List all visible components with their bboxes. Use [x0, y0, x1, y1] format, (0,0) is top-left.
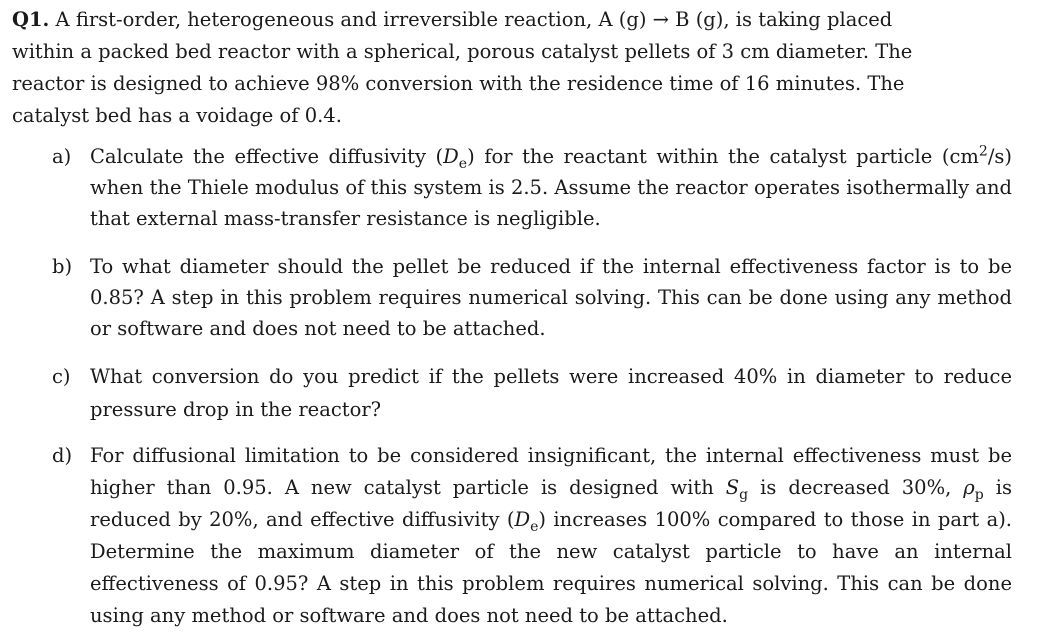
question-label: Q1. [12, 8, 50, 31]
intro-line-1 [12, 4, 1012, 36]
part-b-marker: b) [52, 255, 73, 278]
diffusivity-subscript: e [458, 155, 468, 172]
density-subscript: p [974, 486, 984, 503]
diffusivity-symbol: D [443, 145, 459, 168]
part-a-text-3: /s) when the Thiele modulus of this system is 2.5. Assume the reactor operates isothermally and that external mass-transfer resistance is negligible. [90, 145, 1012, 230]
intro-line-3: reactor is designed to achieve 98% conversion with the residence time of 16 minutes. The [12, 72, 905, 95]
question-parts [52, 141, 1012, 632]
intro-line-4: catalyst bed has a voidage of 0.4. [12, 104, 342, 127]
part-c [52, 360, 1012, 426]
question-intro [12, 4, 1012, 132]
part-a [52, 141, 1012, 234]
intro-line-2: within a packed bed reactor with a spherical, porous catalyst pellets of 3 cm diameter. The [12, 40, 913, 63]
surface-area-subscript: g [739, 486, 749, 503]
part-d [52, 440, 1012, 632]
diffusivity-subscript-d: e [530, 518, 539, 535]
part-c-marker: c) [52, 365, 71, 388]
part-a-marker: a) [52, 145, 72, 168]
part-a-text-1: Calculate the effective diffusivity ( [90, 145, 444, 168]
part-d-text-2: is decreased 30%, [748, 476, 964, 499]
part-c-text: What conversion do you predict if the pellets were increased 40% in diameter to reduce pressure drop in the reactor? [90, 365, 1012, 421]
unit-superscript: 2 [978, 143, 988, 160]
part-b [52, 251, 1012, 344]
density-symbol: ρ [963, 476, 975, 499]
intro-text-1: A first-order, heterogeneous and irreversible reaction, A (g) → B (g), is taking placed [55, 8, 893, 31]
part-d-text-4: ) increases 100% compared to those in part a). Determine the maximum diameter of the new catalyst particle to have an internal effectiveness of 0.95? A step in this problem requires numerical solving. This can be done using any method or software and does not need to be attached. [90, 508, 1012, 627]
surface-area-symbol: S [725, 476, 740, 499]
part-a-text-2: ) for the reactant within the catalyst particle (cm [467, 145, 979, 168]
diffusivity-symbol-d: D [514, 508, 531, 531]
part-d-text-1: For diffusional limitation to be considered insignificant, the internal effectiveness must be higher than 0.95. A new catalyst particle is designed with [90, 444, 1012, 499]
part-d-text-3: is reduced by 20%, and effective diffusivity ( [90, 476, 1012, 531]
part-d-marker: d) [52, 444, 73, 467]
part-b-text: To what diameter should the pellet be reduced if the internal effectiveness factor is to be 0.85? A step in this problem requires numerical solving. This can be done using any method or software and does not need to be attached. [90, 255, 1012, 340]
